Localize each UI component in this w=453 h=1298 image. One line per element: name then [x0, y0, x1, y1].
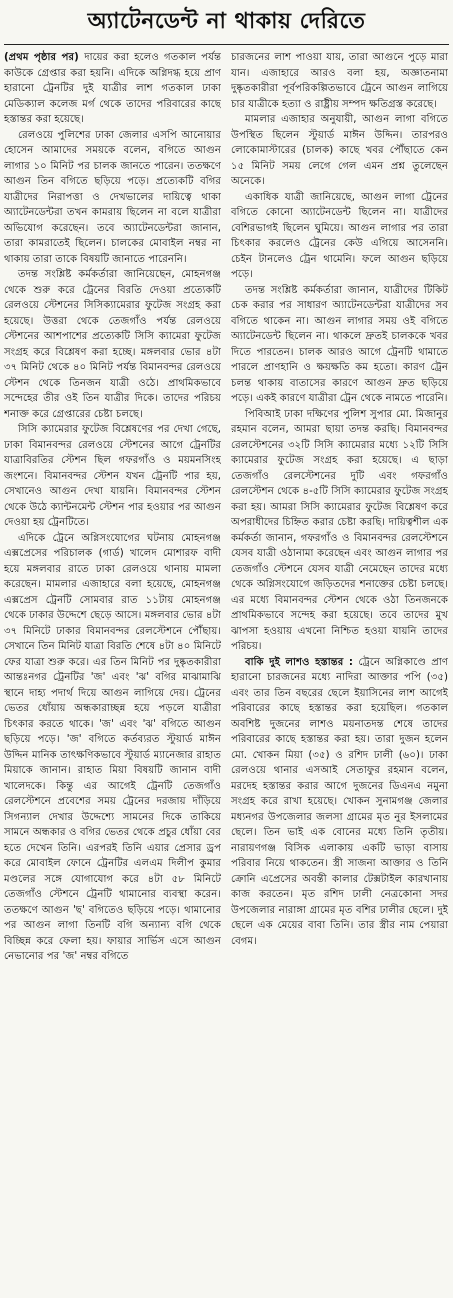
article-paragraph — [231, 50, 448, 112]
article-paragraph — [4, 531, 221, 965]
article-columns — [4, 50, 449, 1294]
continuation-marker: (প্রথম পৃষ্ঠার পর) — [4, 52, 85, 63]
article-paragraph — [231, 190, 448, 283]
paragraph-text: একাধিক যাত্রী জানিয়েছে, আগুন লাগা ট্রেনের বগিতে কোনো অ্যাটেনডেন্ট ছিলেন না। যাত্রীদের বেশিরভাগই ছিলেন ঘুমিয়ে। আগুন লাগার পর তারা চিৎকার করলেও ট্রেনের কেউ এগিয়ে আসেননি। চেইন টানলেও ট্রেন থামেনি। ফলে আগুন ছড়িয়ে পড়ে। — [231, 191, 448, 280]
article-paragraph — [4, 267, 221, 422]
paragraph-text: রেলওয়ে পুলিশের ঢাকা জেলার এসপি আনোয়ার হোসেন আমাদের সময়কে বলেন, বগিতে আগুন লাগার ১০ মিনিট পর চালক জানতে পারেন। ততক্ষণে আগুন তিন বগিতে ছড়িয়ে পড়ে। প্রত্যেকটি বগির যাত্রীদের নিরাপত্তা ও দেখভালের দায়িত্বে থাকা অ্যাটেনডেন্টরা তখন কামরায় ছিলেন না বলে যাত্রীরা অভিযোগ করেছেন। তবে অ্যাটেনডেন্টরা জানান, তারা কামরাতেই ছিলেন। চালকের মোবাইল নম্বর না থাকায় তারা তাকে বিষয়টি জানাতে পারেননি। — [4, 129, 221, 265]
paragraph-text: সিসি ক্যামেরার ফুটেজ বিশ্লেষণের পর দেখা গেছে, ঢাকা বিমানবন্দর রেলওয়ে স্টেশনের আগে ট্রেনটির যাত্রাবিরতির স্টেশন ছিল গফরগাঁও ও ময়মনসিংহ জংশনে। বিমানবন্দর স্টেশন যখন ট্রেনটি পার হয়, সেখানেও আগুন দেখা যায়নি। বিমানবন্দর স্টেশন থেকে উঠে ক্যান্টনমেন্ট স্টেশন পার হওয়ার পর আগুন দেওয়া হয় ট্রেনটিতে। — [4, 424, 221, 528]
paragraph-text: তদন্ত সংশ্লিষ্ট কর্মকর্তারা জানিয়েছেন, মোহনগঞ্জ থেকে শুরু করে ট্রেনের বিরতি দেওয়া প্রত্যেকটি রেলওয়ে স্টেশনের সিসিক্যামেরার ফুটেজ সংগ্রহ করা হয়েছে। উত্তরা থেকে তেজগাঁও পর্যন্ত রেলওয়ে স্টেশনের আশপাশের প্রত্যেকটি সিসি ক্যামেরা ফুটেজ সংগ্রহ করে বিশ্লেষণ করা হচ্ছে। মঙ্গলবার ভোর ৪টা ৩৭ মিনিট থেকে ৪০ মিনিট পর্যন্ত বিমানবন্দর রেলওয়ে স্টেশন থেকে তিনজন যাত্রী ওঠে। প্রাথমিকভাবে সন্দেহের তীর ওই তিন যাত্রীর দিকে। তাদের পরিচয় শনাক্ত করে গ্রেপ্তারের চেষ্টা চলছে। — [4, 269, 221, 420]
article-subhead: বাকি দুই লাশও হস্তান্তর : — [245, 656, 359, 668]
paragraph-text: ট্রেনে অগ্নিকাণ্ডে প্রাণ হারানো চারজনের মধ্যে নাদিরা আক্তার পপি (৩৫) এবং তার তিন বছরের ছেলে ইয়াসিনের লাশ আগেই পরিবারের কাছে হস্তান্তর করা হয়েছিল। গতকাল অবশিষ্ট দুজনের লাশও ময়নাতদন্ত শেষে তাদের পরিবারের কাছে হস্তান্তর করা হয়। তারা দুজন হলেন মো. খোকন মিয়া (৩৫) ও রশিদ ঢালী (৬০)। ঢাকা রেলওয়ে থানার এসআই সেতাফুর রহমান বলেন, মরদেহ হস্তান্তর করার আগে দুজনের ডিএনএ নমুনা সংগ্রহ করে রাখা হয়েছে। খোকন সুনামগঞ্জ জেলার মধ্যনগর উপজেলার জলসা গ্রামের মৃত নুর ইসলামের ছেলে। তিন ভাই এক বোনের মধ্যে তিনি তৃতীয়। নারায়ণগঞ্জ বিসিক এলাকায় একটি ভাড়া বাসায় পরিবার নিয়ে থাকতেন। স্ত্রী সাজনা আক্তার ও তিনি ক্রোনি এপ্রেসের অবন্তী কালার টেক্সটাইল কারখানায় কাজ করতেন। মৃত রশিদ ঢালী নেত্রকোনা সদর উপজেলার নারাঙ্গা গ্রামের মৃত বশির ঢালীর ছেলে। দুই ছেলে এক মেয়ের বাবা তিনি। তার স্ত্রীর নাম পেয়ারা বেগম। — [231, 656, 448, 947]
article-paragraph — [4, 50, 221, 128]
paragraph-text: তদন্ত সংশ্লিষ্ট কর্মকর্তারা জানান, যাত্রীদের টিকিট চেক করার পর সাধারণ অ্যাটেনডেন্টরা যাত্রীদের সব বগিতে থাকেন না। আগুন লাগার সময় ওই বগিতে অ্যাটেনডেন্ট ছিলেন না। থাকলে দ্রুতই চালককে খবর দিতে পারতেন। চালক আরও আগে ট্রেনটি থামাতে পারলে প্রাণহানি ও ক্ষয়ক্ষতি কম হতো। কারণ ট্রেন চলন্ত থাকায় বাতাসের কারণে আগুন দ্রুত ছড়িয়ে পড়ে। একই কারণে যাত্রীরা ট্রেন থেকে নামতে পারেনি। — [231, 284, 448, 404]
article-paragraph — [231, 283, 448, 407]
paragraph-text: দায়ের করা হলেও গতকাল পর্যন্ত কাউকে গ্রেপ্তার করা হয়নি। এদিকে অগ্নিদগ্ধ হয়ে প্রাণ হারানো ট্রেনটির দুই যাত্রীর লাশ গতকাল ঢাকা মেডিক্যাল কলেজ মর্গ থেকে তাদের পরিবারের কাছে হস্তান্তর করা হয়েছে। — [4, 52, 221, 125]
article-paragraph — [231, 112, 448, 190]
paragraph-text: চারজনের লাশ পাওয়া যায়, তারা আগুনে পুড়ে মারা যান। এজাহারে আরও বলা হয়, অজ্ঞাতনামা দুষ্কৃতকারীরা পূর্বপরিকল্পিতভাবে ট্রেনে আগুন লাগিয়ে চার যাত্রীকে হত্যা ও রাষ্ট্রীয় সম্পদ ক্ষতিগ্রস্ত করেছে। — [231, 52, 448, 110]
article-paragraph — [231, 655, 448, 950]
article-headline: অ্যাটেনডেন্ট না থাকায় দেরিতে — [4, 0, 449, 45]
paragraph-text: পিবিআই ঢাকা দক্ষিণের পুলিশ সুপার মো. মিজানুর রহমান বলেন, আমরা ছায়া তদন্ত করছি। বিমানবন্দর রেলস্টেশনের ৩২টি সিসি ক্যামেরার মধ্যে ১২টি সিসি ক্যামেরার ফুটেজ সংগ্রহ করা হয়েছে। এ ছাড়া তেজগাঁও রেলস্টেশনের দুটি এবং গফরগাঁও রেলস্টেশন থেকে ৪-৫টি সিসি ক্যামেরার ফুটেজ সংগ্রহ করা হয়। আমরা সিসি ক্যামেরার ফুটেজ বিশ্লেষণ করে অপরাধীদের চিহ্নিত করার চেষ্টা করছি। দায়িত্বশীল এক কর্মকর্তা জানান, গফরগাঁও ও বিমানবন্দর রেলস্টেশনে যেসব যাত্রী ওঠানামা করেছেন এবং আগুন লাগার পর তেজগাঁও স্টেশনে যেসব যাত্রী নেমেছেন তাদের মধ্যে থেকে অগ্নিসংযোগে জড়িতদের শনাক্তের চেষ্টা চলছে। এর মধ্যে বিমানবন্দর স্টেশন থেকে ওঠা তিনজনকে প্রাথমিকভাবে সন্দেহ করা হয়েছে। তবে তাদের মুখ ঝাপসা হওয়ায় এখনো নিশ্চিত হওয়া যায়নি তাদের পরিচয়। — [231, 408, 448, 652]
article-paragraph — [4, 128, 221, 268]
article-column-right — [231, 50, 448, 1294]
paragraph-text: মামলার এজাহার অনুযায়ী, আগুন লাগা বগিতে উপস্থিত ছিলেন স্টুয়ার্ড মাঈন উদ্দিন। তারপরও লোকোমাস্টারের (চালক) কাছে খবর পৌঁছাতে কেন ১৫ মিনিট সময় লেগে গেল এমন প্রশ্ন তুলেছেন অনেকে। — [231, 114, 448, 187]
paragraph-text: এদিকে ট্রেনে অগ্নিসংযোগের ঘটনায় মোহনগঞ্জ এক্সপ্রেসের পরিচালক (গার্ড) খালেদ মোশারফ বাদী হয়ে মঙ্গলবার রাতে ঢাকা রেলওয়ে থানায় মামলা করেছেন। মামলার এজাহারে বলা হয়েছে, মোহনগঞ্জ এক্সপ্রেস ট্রেনটি সোমবার রাত ১১টায় মোহনগঞ্জ থেকে ঢাকার উদ্দেশে ছেড়ে আসে। মঙ্গলবার ভোর ৪টা ৩৭ মিনিটে ঢাকার বিমানবন্দর রেলস্টেশনে পৌঁছায়। সেখানে তিন মিনিট যাত্রা বিরতি শেষে ৪টা ৪০ মিনিটে ফের যাত্রা শুরু করে। এর তিন মিনিট পর দুষ্কৃতকারীরা আন্তঃনগর ট্রেনটির 'জ' এবং 'ঝ' বগির মাঝামাঝি স্থানে দাহ্য পদার্থ দিয়ে আগুন লাগিয়ে দেয়। ট্রেনের ভেতর ধোঁয়ায় অন্ধকারাচ্ছন্ন হয়ে পড়লে যাত্রীরা চিৎকার করতে থাকে। 'জ' এবং 'ঝ' বগিতে আগুন ছড়িয়ে পড়ে। 'জ' বগিতে কর্তব্যরত স্টুয়ার্ড মাঈন উদ্দিন মানিক তাৎক্ষণিকভাবে স্টুয়ার্ড ম্যানেজার রাহাত মিয়াকে জানান। রাহাত মিয়া বিষয়টি জানান বাদী খালেদকে। কিন্তু এর আগেই ট্রেনটি তেজগাঁও রেলস্টেশনে প্রবেশের সময় ট্রেনের দরজায় দাঁড়িয়ে সিগন্যাল দেখার উদ্দেশ্যে সামনের দিকে তাকিয়ে সামনে অন্ধকার ও বগির ভেতর থেকে প্রচুর ধোঁয়া বের হতে দেখেন তিনি। এরপরই তিনি এয়ার প্রেসার ড্রপ করে মোবাইল ফোনে ট্রেনটির এলএম দিলীপ কুমার মণ্ডলের সঙ্গে যোগাযোগ করে ৪টা ৫৮ মিনিটে তেজগাঁও স্টেশনে ট্রেনটি থামানোর ব্যবস্থা করেন। ততক্ষণে আগুন 'ছ' বগিতেও ছড়িয়ে পড়ে। থামানোর পর আগুন লাগা তিনটি বগি অন্যান্য বগি থেকে বিচ্ছিন্ন করে ফেলা হয়। ফায়ার সার্ভিস এসে আগুন নেভানোর পর 'জ' নম্বর বগিতে — [4, 532, 221, 962]
article-paragraph — [231, 407, 448, 655]
article-column-left — [4, 50, 221, 1294]
article-paragraph — [4, 422, 221, 531]
